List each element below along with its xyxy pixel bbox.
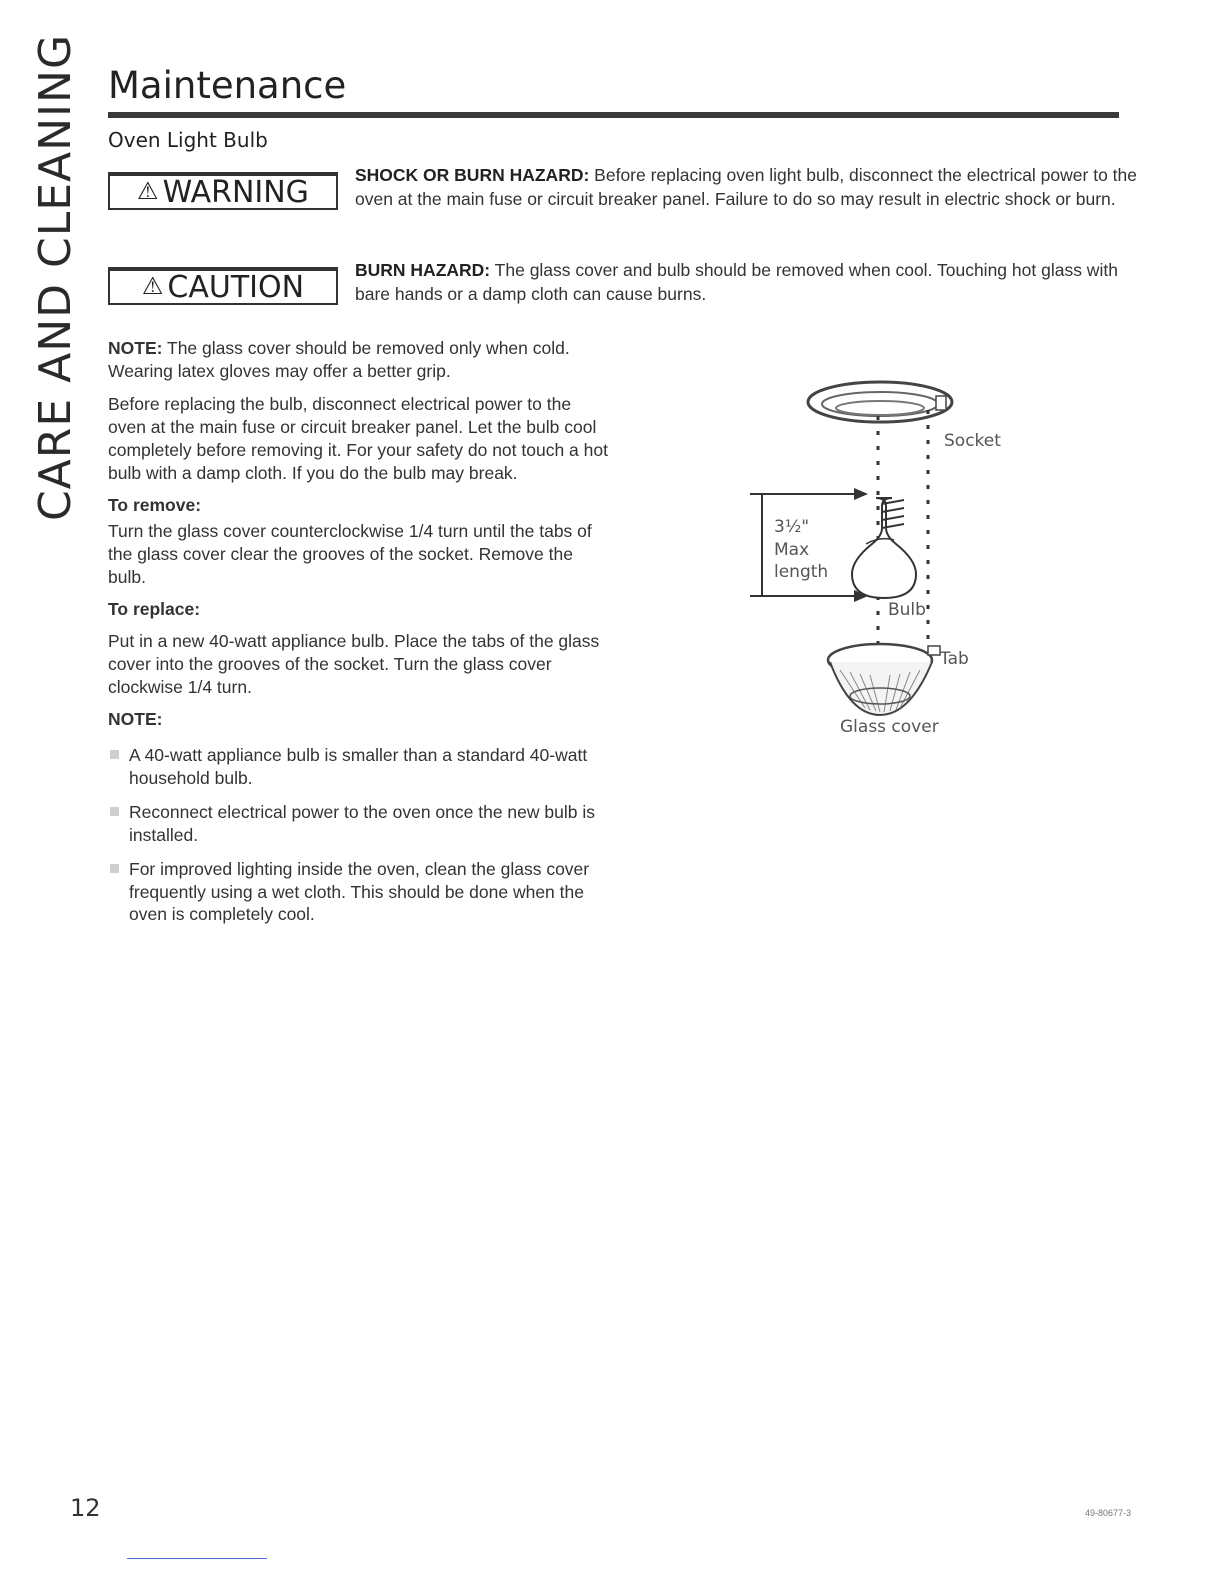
list-item-text: A 40-watt appliance bulb is smaller than a standard 40-watt household bulb. xyxy=(129,745,588,788)
note-bullet-list xyxy=(108,744,608,926)
tab-label: Tab xyxy=(940,649,969,669)
list-item-text: Reconnect electrical power to the oven once the new bulb is installed. xyxy=(129,802,595,845)
warning-hazard-text xyxy=(355,163,1145,211)
caution-triangle-icon: ⚠ xyxy=(141,272,164,300)
note-paragraph xyxy=(108,337,608,383)
footer-link-line xyxy=(127,1558,267,1559)
warning-hazard-body: Before replacing oven light bulb, disconnect the electrical power to the oven at the main fuse or circuit breaker panel. Failure to do so may result in electric shock or burn. xyxy=(355,165,1137,209)
intro-paragraph: Before replacing the bulb, disconnect electrical power to the oven at the main fuse or circuit breaker panel. Let the bulb cool completely before removing it. For your safety do not touch a hot bulb with a damp cloth. If you do the bulb may break. xyxy=(108,394,608,483)
list-item xyxy=(108,744,608,789)
replace-paragraph: Put in a new 40-watt appliance bulb. Place the tabs of the glass cover into the grooves of the socket. Turn the glass cover clockwise 1/4 turn. xyxy=(108,631,600,697)
oven-light-diagram xyxy=(740,370,1030,750)
note-label: NOTE: xyxy=(108,338,163,358)
side-tab xyxy=(30,33,82,522)
square-bullet-icon xyxy=(110,864,119,873)
document-code: 49-80677-3 xyxy=(1085,1508,1132,1518)
remove-paragraph: Turn the glass cover counterclockwise 1/4 turn until the tabs of the glass cover clear the grooves of the socket. Remove the bulb. xyxy=(108,521,592,587)
caution-hazard-title: BURN HAZARD: xyxy=(355,260,491,280)
square-bullet-icon xyxy=(110,750,119,759)
warning-triangle-icon: ⚠ xyxy=(137,177,159,205)
square-bullet-icon xyxy=(110,807,119,816)
warning-signal-label: WARNING xyxy=(162,174,309,210)
length-max-label: Max xyxy=(774,540,810,560)
warning-signal xyxy=(108,172,338,210)
length-word-label: length xyxy=(774,562,829,582)
caution-hazard-body: The glass cover and bulb should be removed when cool. Touching hot glass with bare hands or a damp cloth can cause burns. xyxy=(355,260,1118,304)
caution-signal xyxy=(108,267,338,305)
note-text: The glass cover should be removed only when cold. Wearing latex gloves may offer a better grip. xyxy=(108,338,570,381)
list-item xyxy=(108,858,608,926)
list-item xyxy=(108,801,608,846)
glass-cover-label: Glass cover xyxy=(840,717,939,737)
list-item-text: For improved lighting inside the oven, clean the glass cover frequently using a wet cloth. This should be done when the oven is completely cool. xyxy=(129,859,590,924)
replace-heading: To replace: xyxy=(108,599,201,619)
page-title: Maintenance xyxy=(108,64,347,107)
remove-heading: To remove: xyxy=(108,495,202,515)
bulb-label: Bulb xyxy=(888,600,926,620)
glass-cover-drawing xyxy=(828,644,940,715)
length-value-label: 3½" xyxy=(774,517,810,537)
note2-heading: NOTE: xyxy=(108,709,163,729)
socket-drawing xyxy=(808,382,952,422)
socket-label: Socket xyxy=(944,431,1001,451)
instructions-column xyxy=(108,337,608,938)
side-tab-label: CARE AND CLEANING xyxy=(30,33,82,522)
caution-signal-label: CAUTION xyxy=(167,269,305,305)
warning-hazard-title: SHOCK OR BURN HAZARD: xyxy=(355,165,590,185)
caution-hazard-text xyxy=(355,258,1145,306)
bulb-drawing xyxy=(850,498,928,598)
section-subtitle: Oven Light Bulb xyxy=(108,128,268,152)
title-rule xyxy=(108,112,1119,118)
oven-light-diagram-svg xyxy=(740,370,1030,750)
page-number: 12 xyxy=(70,1494,101,1522)
